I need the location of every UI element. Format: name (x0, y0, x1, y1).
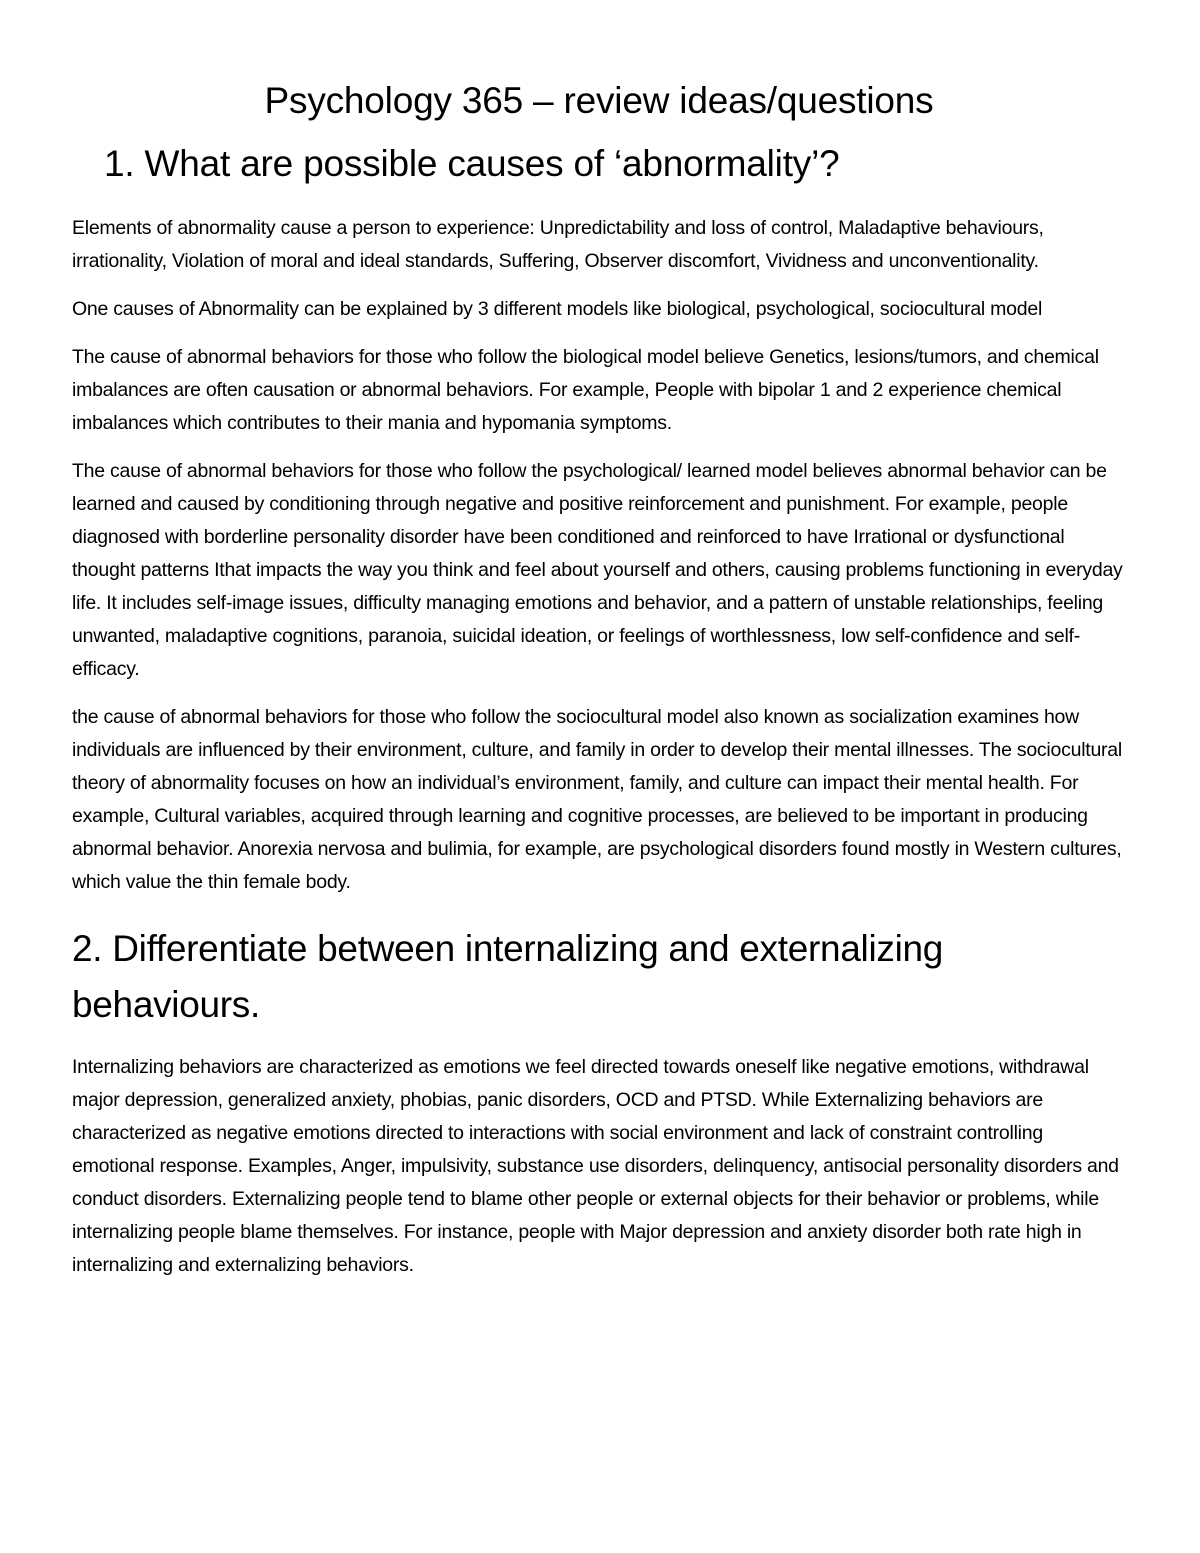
question-1-paragraph-2: One causes of Abnormality can be explained by 3 different models like biological, psychological, sociocultural model (72, 298, 1043, 320)
question-2-paragraph-1: Internalizing behaviors are characterized as emotions we feel directed towards oneself like negative emotions, withdrawal major depression, generalized anxiety, phobias, panic disorders, OCD and PTSD. While Externalizing behaviors are characterized as negative emotions directed to interactions with social environment and lack of constraint controlling emotional response. Examples, Anger, impulsivity, substance use disorders, delinquency, antisocial personality disorders and conduct disorders. Externalizing people tend to blame other people or external objects for their behavior or problems, while internalizing people blame themselves. For instance, people with Major depression and anxiety disorder both rate high in internalizing and externalizing behaviors. (72, 1056, 1119, 1276)
question-1-paragraph-5: the cause of abnormal behaviors for those who follow the sociocultural model also known as socialization examines how individuals are influenced by their environment, culture, and family in order to develop their mental illnesses. The sociocultural theory of abnormality focuses on how an individual’s environment, family, and culture can impact their mental health. For example, Cultural variables, acquired through learning and cognitive processes, are believed to be important in producing abnormal behavior. Anorexia nervosa and bulimia, for example, are psychological disorders found mostly in Western cultures, which value the thin female body. (72, 706, 1122, 893)
question-1-heading: 1. What are possible causes of ‘abnormality’? (104, 143, 840, 184)
question-1-paragraph-3: The cause of abnormal behaviors for those who follow the biological model believe Genetics, lesions/tumors, and chemical imbalances are often causation or abnormal behaviors. For example, People with bipolar 1 and 2 experience chemical imbalances which contributes to their mania and hypomania symptoms. (72, 346, 1099, 434)
question-1-paragraph-4: The cause of abnormal behaviors for those who follow the psychological/ learned model believes abnormal behavior can be learned and caused by conditioning through negative and positive reinforcement and punishment. For example, people diagnosed with borderline personality disorder have been conditioned and reinforced to have Irrational or dysfunctional thought patterns Ithat impacts the way you think and feel about yourself and others, causing problems functioning in everyday life. It includes self-image issues, difficulty managing emotions and behavior, and a pattern of unstable relationships, feeling unwanted, maladaptive cognitions, paranoia, suicidal ideation, or feelings of worthlessness, low self-confidence and self-efficacy. (72, 460, 1123, 680)
document-title: Psychology 365 – review ideas/questions (264, 80, 934, 121)
question-1-paragraph-1: Elements of abnormality cause a person to experience: Unpredictability and loss of control, Maladaptive behaviours, irrationality, Violation of moral and ideal standards, Suffering, Observer discomfort, Vividness and unconventionality. (72, 217, 1044, 272)
question-2-heading: 2. Differentiate between internalizing and externalizing behaviours. (72, 928, 944, 1025)
